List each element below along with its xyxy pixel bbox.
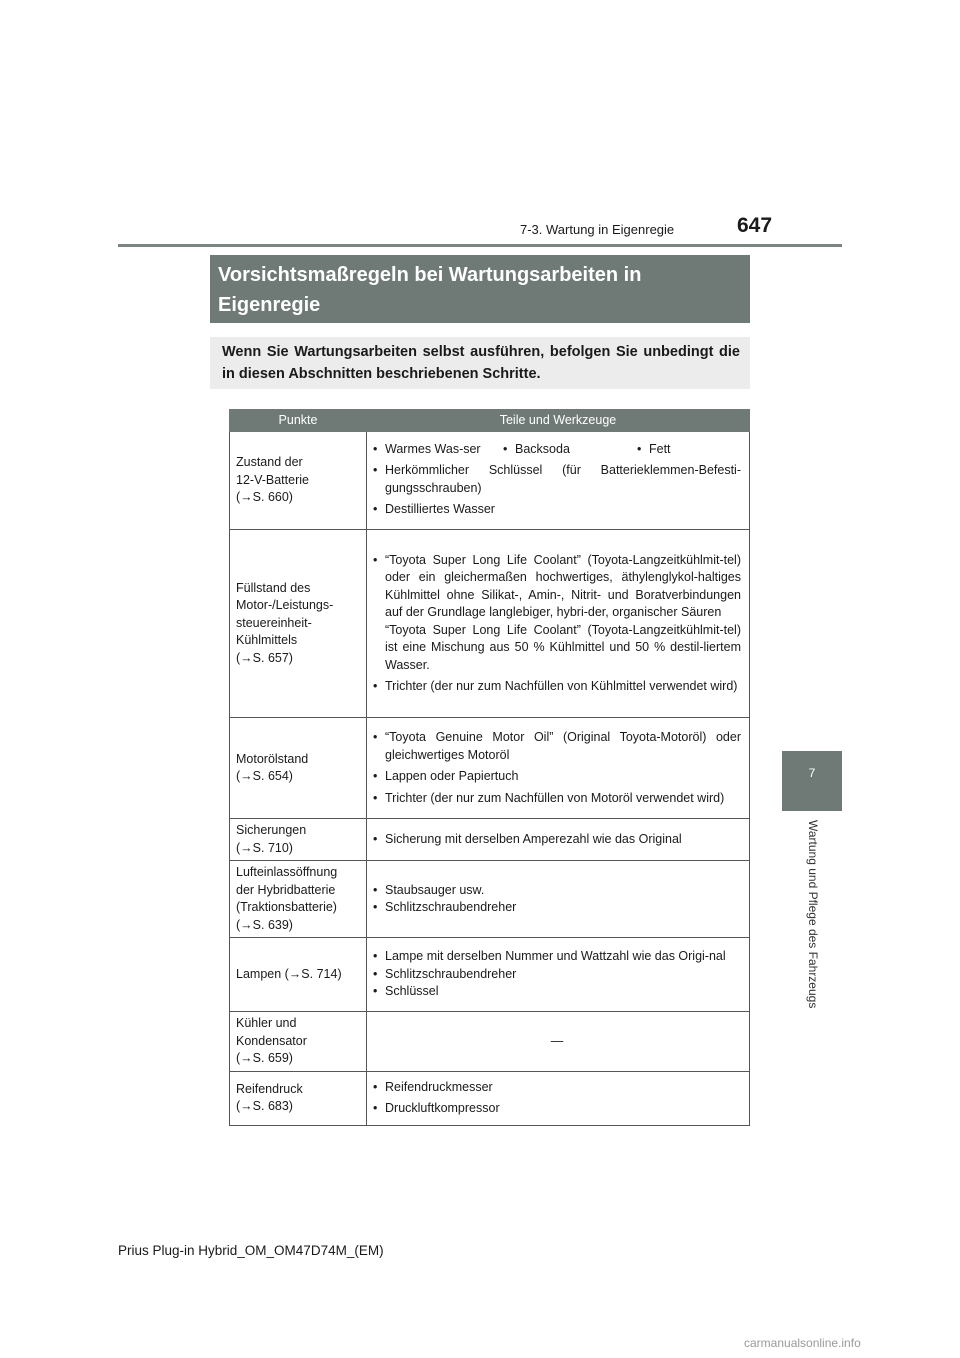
table-row (230, 530, 750, 718)
point-line: (→S. 683) (236, 1099, 293, 1113)
list-item: • Trichter (der nur zum Nachfüllen von Kühlmittel verwendet wird) (373, 678, 741, 696)
point-cell (230, 530, 367, 718)
table-row (230, 432, 750, 530)
intro-text: Wenn Sie Wartungsarbeiten selbst ausführen, befolgen Sie unbedingt die in diesen Abschnitten beschriebenen Schritte. (210, 337, 750, 389)
point-line: (→S. 654) (236, 769, 293, 783)
list-item: • Herkömmlicher Schlüssel (für Batterieklemmen-Befesti-gungsschrauben) (373, 462, 741, 497)
list-item: • Schlitzschraubendreher (373, 899, 741, 917)
tools-cell (367, 530, 750, 718)
point-cell (230, 1012, 367, 1072)
tools-cell (367, 938, 750, 1012)
point-cell (230, 432, 367, 530)
chapter-tab: 7 (782, 751, 842, 811)
table-row (230, 819, 750, 861)
point-line: steuereinheit- (236, 615, 312, 630)
point-line: Lufteinlassöffnung (236, 865, 338, 879)
point-line: (→S. 710) (236, 840, 293, 855)
list-item: • Schlitzschraubendreher (373, 966, 741, 984)
point-cell (230, 718, 367, 819)
point-cell (230, 861, 367, 938)
maintenance-table (229, 409, 750, 1126)
point-line: (→S. 657) (236, 650, 293, 665)
list-item: • Lampe mit derselben Nummer und Wattzahl wie das Origi-nal (373, 948, 741, 966)
point-line: (→S. 660) (236, 490, 293, 505)
tools-cell (367, 1071, 750, 1125)
footer-document-id: Prius Plug-in Hybrid_OM_OM47D74M_(EM) (118, 1243, 384, 1258)
point-line: Kondensator (236, 1033, 307, 1048)
point-line: (→S. 659) (236, 1051, 293, 1065)
column-header-tools: Teile und Werkzeuge (367, 410, 750, 432)
section-title: Vorsichtsmaßregeln bei Wartungsarbeiten in Eigenregie (210, 255, 750, 323)
tools-inline-group (373, 441, 741, 459)
list-item-note: “Toyota Super Long Life Coolant” (Toyota-Langzeitkühlmit-tel) ist eine Mischung aus 50 % Kühlmittel und 50 % destil-liertem Wasser. (385, 622, 741, 672)
point-line: (→S. 639) (236, 917, 293, 932)
list-item: • Lappen oder Papiertuch (373, 768, 741, 786)
point-line: der Hybridbatterie (236, 882, 336, 897)
table-header-row (230, 410, 750, 432)
header-divider (118, 244, 842, 247)
list-item (373, 552, 741, 675)
point-cell (230, 1071, 367, 1125)
point-line: Zustand der (236, 455, 303, 470)
point-line: Motor-/Leistungs- (236, 598, 334, 613)
point-line: (Traktionsbatterie) (236, 900, 337, 914)
list-item: • Backsoda (503, 441, 637, 459)
watermark: carmanualsonline.info (744, 1336, 861, 1350)
tools-cell (367, 718, 750, 819)
table-row (230, 1012, 750, 1072)
chapter-label: Wartung und Pflege des Fahrzeugs (806, 820, 820, 1009)
point-line: Sicherungen (236, 823, 307, 837)
point-line: Füllstand des (236, 580, 311, 595)
point-line: Kühlmittels (236, 633, 298, 648)
list-item: • Destilliertes Wasser (373, 501, 741, 519)
point-cell (230, 819, 367, 861)
list-item: • Sicherung mit derselben Amperezahl wie das Original (373, 831, 741, 849)
table-row (230, 718, 750, 819)
list-item: • Druckluftkompressor (373, 1100, 741, 1118)
list-item: • Staubsauger usw. (373, 882, 741, 900)
point-line: Motorölstand (236, 751, 309, 766)
tools-cell (367, 819, 750, 861)
column-header-points: Punkte (230, 410, 367, 432)
tools-cell (367, 861, 750, 938)
list-item: • Warmes Was-ser (373, 441, 493, 459)
point-line: 12-V-Batterie (236, 472, 309, 487)
tools-cell-empty: — (367, 1012, 750, 1072)
list-item: • Reifendruckmesser (373, 1079, 741, 1097)
point-line: Kühler und (236, 1016, 297, 1030)
header-section-title: 7-3. Wartung in Eigenregie (520, 222, 675, 237)
point-line: Lampen (→S. 714) (236, 966, 342, 981)
list-item-text: • “Toyota Super Long Life Coolant” (Toyota-Langzeitkühlmit-tel) oder ein gleichermaßen hochwertiges, äthylenglykol-haltiges Kühlmittel ohne Silikat-, Amin-, Nitrit- und Boratverbindungen auf der Grundlage langlebiger, hybri-der, organischer Säuren (385, 552, 741, 619)
list-item: • Schlüssel (373, 983, 741, 1001)
table-row (230, 861, 750, 938)
point-cell (230, 938, 367, 1012)
list-item: • Trichter (der nur zum Nachfüllen von Motoröl verwendet wird) (373, 790, 741, 808)
table-row (230, 938, 750, 1012)
list-item: • Fett (637, 441, 671, 459)
list-item: • “Toyota Genuine Motor Oil” (Original Toyota-Motoröl) oder gleichwertiges Motoröl (373, 729, 741, 764)
table-row (230, 1071, 750, 1125)
point-line: Reifendruck (236, 1081, 303, 1096)
page-number: 647 (737, 214, 773, 237)
tools-cell (367, 432, 750, 530)
